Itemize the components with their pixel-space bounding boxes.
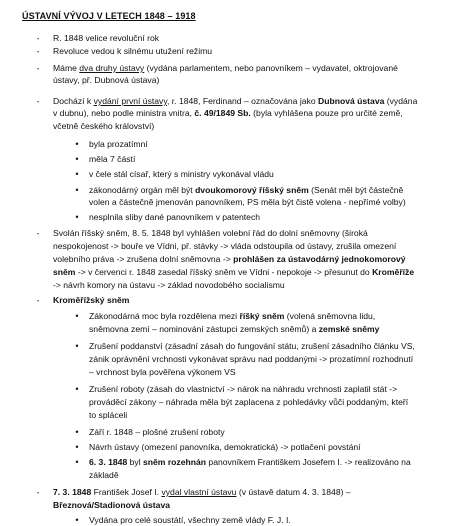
list-item-text: Březnová/Stadionová ústava: [53, 500, 171, 510]
dash-marker: -: [36, 228, 40, 238]
list-item-text: zákonodárný orgán měl být dvoukomorový říšský sněm (Senát měl být částečně: [89, 185, 404, 195]
list-item-text: Zrušení poddanství (zásadní zásah do fungování státu, zrušení zásadního článku VS,: [89, 341, 415, 351]
list-item-text: měla 7 částí: [89, 154, 136, 164]
list-item-text: -> návrh komory na ústavu -> základ novodobého socialismu: [53, 280, 285, 290]
dash-marker: -: [36, 33, 40, 43]
bullet-marker: •: [75, 311, 79, 321]
list-item-text: R. 1848 velice revoluční rok: [53, 33, 160, 43]
list-item-text: Dochází k vydání první ústavy, r. 1848, Ferdinand – označována jako Dubnová ústava (vydána: [53, 96, 418, 106]
list-item-text: nesplnila sliby dané panovníkem v patentech: [89, 212, 261, 222]
dash-marker: -: [36, 63, 40, 73]
bullet-marker: •: [75, 442, 79, 452]
list-item-text: to spláceli: [89, 410, 128, 420]
list-item-text: Svolán říšský sněm, 8. 5. 1848 byl vyhlášen volební řád do dolní sněmovny (široká: [53, 228, 368, 238]
bullet-marker: •: [75, 185, 79, 195]
bullet-marker: •: [75, 427, 79, 437]
dash-marker: -: [36, 46, 40, 56]
dash-marker: -: [36, 295, 40, 305]
list-item-text: Vydána pro celé soustátí, všechny země vlády F. J. I.: [89, 515, 291, 525]
list-item-text: volen a částečně jmenován panovníkem, PS měla být čistě volena - nepřímé volby): [89, 197, 406, 208]
list-item-text: nespokojenost -> bouře ve Vídni, př. stávky -> vláda odstoupila od ústavy, zrušila omezení: [53, 241, 397, 251]
bullet-marker: •: [75, 384, 79, 394]
list-item-text: základě: [89, 470, 119, 480]
list-item-text: včetně českého království): [53, 120, 155, 131]
bullet-marker: •: [75, 515, 79, 525]
list-item-text: v čele stál císař, který s ministry vykonával vládu: [89, 169, 274, 179]
list-item-text: 6. 3. 1848 byl sněm rozehnán panovníkem Františkem Josefem I. -> realizováno na: [89, 457, 411, 467]
list-item-text: Zrušení roboty (zásah do vlastnictví -> nárok na náhradu vrchnosti zaplatil stát ->: [89, 384, 398, 394]
list-item-text: sněm -> v červenci r. 1848 zasedal říšský sněm ve Vídni - nepokoje -> přesunut do Kroměříže: [53, 267, 415, 277]
bullet-marker: •: [75, 212, 79, 222]
list-item-text: Máme dva druhy ústavy (vydána parlamentem, nebo panovníkem – vydavatel, oktrojované: [53, 63, 398, 73]
dash-marker: -: [36, 487, 40, 497]
bullet-marker: •: [75, 169, 79, 179]
list-item-text: Září r. 1848 – plošné zrušení roboty: [89, 427, 225, 437]
list-item-text: Revoluce vedou k silnému utužení režimu: [53, 46, 213, 56]
list-item-text: Návrh ústavy (omezení panovníka, demokratická) -> potlačení povstání: [89, 442, 361, 452]
list-item-text: zánik oprávnění vrchnosti vykonávat správu nad poddanými -> prozatímní rozhodnutí: [89, 354, 414, 364]
list-item-text: prováděcí zákony – náhrada měla být zaplacena z pohledávky vůči poddaným, kteří: [89, 397, 409, 407]
dash-marker: -: [36, 96, 40, 106]
list-item-text: ústavy, př. Dubnová ústava): [53, 75, 160, 86]
bullet-marker: •: [75, 139, 79, 149]
bullet-marker: •: [75, 341, 79, 351]
list-item-text: v dubnu), nebo podle ministra vnitra, č. 49/1849 Sb. (byla vyhlášena pouze pro určité země,: [53, 108, 403, 119]
list-item-text: sněmovna zemí – nominování zástupci zemských sněmů) a zemské sněmy: [89, 324, 380, 334]
list-item-text: byla prozatímní: [89, 139, 148, 149]
page-title: ÚSTAVNÍ VÝVOJ V LETECH 1848 – 1918: [22, 11, 196, 21]
list-item-text: – vrchnost byla pověřena výkonem VS: [89, 367, 236, 377]
list-item-text: volebního práva -> zrušena dolní sněmovna -> prohlášen za ústavodárný jednokomorový: [53, 254, 406, 264]
section-heading: Kroměřížský sněm: [53, 295, 130, 305]
bullet-marker: •: [75, 154, 79, 164]
list-item-text: Zákonodárná moc byla rozdělena mezi říšký sněm (volená sněmovna lidu,: [89, 311, 376, 321]
bullet-marker: •: [75, 457, 79, 467]
list-item-text: 7. 3. 1848 František Josef I. vydal vlastní ústavu (v ústavě datum 4. 3. 1848) –: [53, 487, 351, 497]
